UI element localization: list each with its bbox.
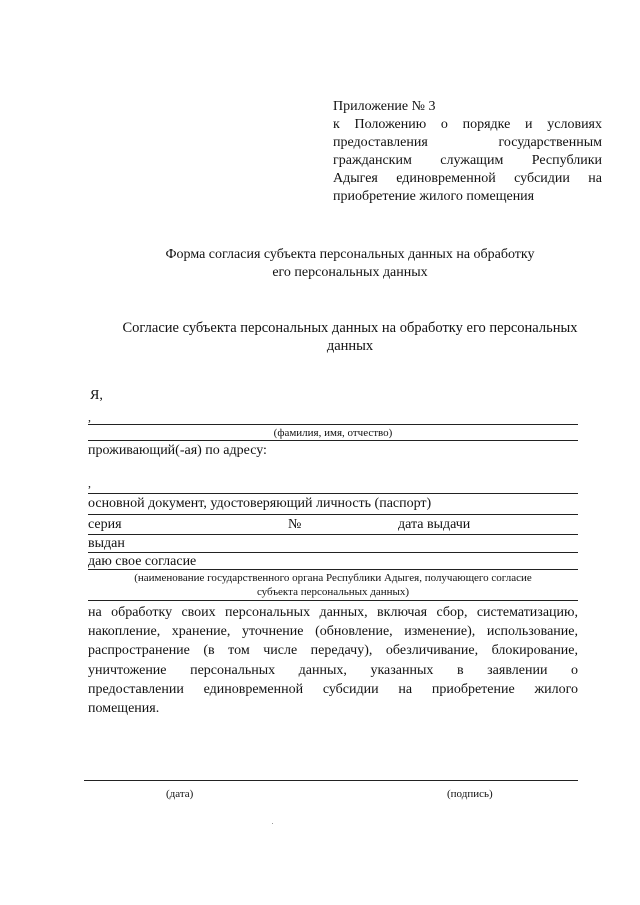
- issued-line: [88, 552, 578, 553]
- series-label: серия: [88, 517, 122, 532]
- org-caption-1: (наименование государственного органа Республики Адыгея, получающего согласие: [134, 572, 532, 584]
- scan-speck: [272, 823, 273, 824]
- appendix-title: Приложение № 3: [333, 99, 436, 114]
- document-label: основной документ, удостоверяющий личность (паспорт): [88, 496, 432, 511]
- number-label: №: [288, 517, 302, 532]
- form-title-line: Форма согласия субъекта персональных данных на обработку: [165, 247, 535, 262]
- org-caption-rule: [88, 600, 578, 601]
- appendix-line: Адыгея единовременной субсидии на: [333, 171, 602, 186]
- signature-caption: (подпись): [447, 788, 493, 800]
- fio-line: [88, 424, 578, 425]
- appendix-line: предоставления государственным: [333, 135, 602, 150]
- address-label: проживающий(-ая) по адресу:: [88, 443, 267, 458]
- appendix-line: приобретение жилого помещения: [333, 189, 535, 204]
- appendix-line: к Положению о порядке и условиях: [333, 117, 602, 132]
- consent-body: [88, 603, 578, 718]
- consent-title-line: данных: [326, 338, 374, 354]
- fio-comma: ,: [88, 410, 91, 424]
- consent-label: даю свое согласие: [88, 554, 197, 569]
- series-line: [88, 534, 578, 535]
- fio-caption: (фамилия, имя, отчество): [273, 427, 393, 439]
- body-line: накопление, хранение, уточнение (обновление, изменение), использование,: [88, 624, 578, 640]
- body-line: предоставлении единовременной субсидии на приобретение жилого: [88, 681, 578, 697]
- appendix-block: [333, 98, 602, 206]
- document-line: [88, 514, 578, 515]
- issue-date-label: дата выдачи: [398, 517, 471, 532]
- issued-label: выдан: [88, 536, 125, 551]
- signature-line: [84, 780, 578, 781]
- fio-caption-rule: [88, 440, 578, 441]
- ya-label: Я,: [90, 388, 103, 403]
- date-caption: (дата): [166, 788, 194, 800]
- consent-title: [60, 319, 640, 355]
- org-caption-2: субъекта персональных данных): [256, 586, 410, 598]
- appendix-line: гражданским служащим Республики: [333, 153, 602, 168]
- body-line: уничтожение персональных данных, указанных в заявлении о: [88, 662, 578, 678]
- address-comma: ,: [88, 476, 91, 490]
- body-line: распространение (в том числе передачу), обезличивание, блокирование,: [88, 643, 578, 659]
- body-line: помещения.: [88, 701, 160, 717]
- address-line: [88, 493, 578, 494]
- form-title-line: его персональных данных: [272, 265, 428, 280]
- form-title: [60, 246, 640, 282]
- consent-line: [88, 569, 578, 570]
- consent-title-line: Согласие субъекта персональных данных на обработку его персональных: [122, 320, 578, 336]
- body-line: на обработку своих персональных данных, включая сбор, систематизацию,: [88, 605, 578, 620]
